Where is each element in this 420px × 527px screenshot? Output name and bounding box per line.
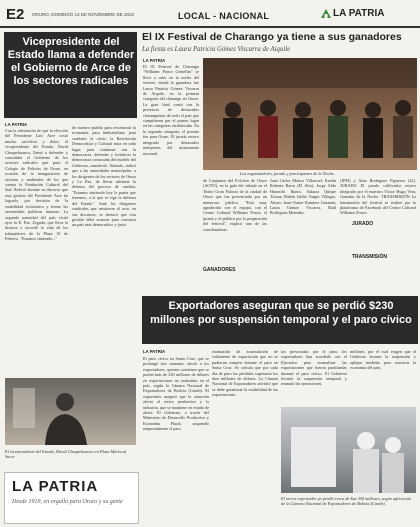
group-photo-icon [203,58,417,170]
exporters-col4: millones, por el cual exigen que el Gobierno levante la suspensión y aplique medidas para reactivar la economía del país. [350,349,416,371]
charango-col3: Juan Carlos Mattos Villarroel, Kaelin Roberta Barra (El Alto), Jorge Aldo Huarachi Ibarra, Salazar Quispe Ticona, Rubén Jaldin Vargas Villegas, Alvaro Juan Osmar Ramírez Guzmán, Laura Gómez Viscarra, Raúl Rodríguez Montaño. [270,178,336,216]
charango-col2: de Conjuntos del Folclore de Oruro (ACFO), en la gala del sábado en el Teatro Gran Palacio de la ciudad de Oruro que fue presenciado por un numeroso público. "Está muy agradecido con el equipo, con el Centro Cultural Williams Ponce, el jurado y el público por la preparación del festival", explicó una de las coordinadoras. [203,178,267,232]
person-silhouette-icon [5,378,136,445]
charango-photo-caption: Los organizadores, jurado y participantes de la Noche. [240,171,335,176]
masthead-logo: LA PATRIA [333,8,385,19]
charango-byline: LA PATRIA [143,58,166,63]
charango-subheadline: La fiesta es Laura Patricia Gómez Viscarra de Aiquile [142,46,291,53]
edition-date: ORURO, DOMINGO 13 DE NOVIEMBRE DE 2022 [32,12,135,17]
exporters-col3: tas provocadas por el paro, los exportadores han acordado con el Ejecutivo para normalizar las exportaciones que fueron paralizadas durante el paro cívico. El Gobierno levantó la suspensión temporal y reanudó las operaciones. [281,349,347,387]
left-photo-caption: El vicepresidente del Estado, David Choquehuanca en Plaza Mariscal Sucre [5,449,127,459]
banner-logo: LA PATRIA [12,478,99,495]
jurado-title: JURADO [352,221,374,227]
exporters-headline: Exportadores aseguran que se perdió $230 millones por suspensión temporal y el paro cívico [150,300,412,326]
left-byline: LA PATRIA [5,122,28,127]
charango-headline: El IX Festival de Charango ya tiene a sus ganadores [142,31,402,43]
ganadores-title: GANADORES [203,267,236,273]
page-number: E2 [6,6,25,23]
left-body-col1: Con la afirmación de que la elección del Presidente Luis Arce costó mucho sacrificio y dolor, el vicepresidente del Estado, David Choquehuanca, llamó a defender y consolidar el Gobierno de los sectores radicales que pasó el Colegio de Policías de Oruro, en ocasión de la inauguración de oficinas y ambientes de los que cuenta la Fundación Cultural del Sud. Refirió durante su discurso que esta gestión del Presidente Arce ha logrado, por decisión de la estabilidad económica y frenar las arremetidas políticas internas. La segunda autoridad del país visitó ayer la E. Paz. Zegada, que lleva la historia y recordó la vida de los trabajadores de la Plaza 10 de Febrero. "Estamos sintiendo..." [5,128,68,242]
left-body-col2: de nuestro pueblo para reconstruir la economía, para industrializar, para combatir la crisis; la Revolución Democrática y Cultural mira en cada lugar, para continuar con la democracia, defender y fortalecer la democracia construida del modelo del Gobierno, manifestó. Además, indicó que a las autoridades municipales, a los dirigentes de los sectores de Oruro y La Paz, de llevar adelante la defensa del proceso de cambio, "Estamos sintiendo hoy la patria que tenemos, a la que se rige la defensa del Estado". Ante los dirigentes sindicales que asistieron al acto, en sus discursos, se destacó que esta gestión debe avanzar para construir un país más democrático y justo. [72,125,136,228]
charango-col1: El IX Festival de Charango "Williams Ponce Centellas" se llevó a cabo en la noche del viernes, donde la ganadora fue Laura Patricia Gómez Viscarra de Aiquile, en la primera categoría del charango en Oruro. La gran final contó con la presencia de destacados charanguistas de todo el país que compitieron por el primer lugar en las categorías establecidas. En la segunda categoría, el premio fue para Oruro. El jurado estuvo integrado por destacados intérpretes del instrumento nacional. [143,64,199,156]
exporters-photo [281,407,416,493]
section-title: LOCAL - NACIONAL [178,11,270,21]
left-photo [5,378,136,445]
exporters-photo-caption: El sector exportador ya perdió cerca de $us 300 millones, según aplicación de la Cámara Nacional de Exportadores de Bolivia (Caneb). [281,496,411,506]
exporters-col1: El paro cívico en Santa Cruz, que se prolongó tres semanas, afectó a los exportadores, quienes sostienen que se perdió más de 230 millones de dólares en exportaciones no realizadas en el país, según la Cámara Nacional de Exportadores de Bolivia (Caneb). El exportador aseguró que la situación afecta al sector productivo y la industria, que se mantiene en estado de alerta. El Gobierno, a través del Ministerio de Desarrollo Productivo y Economía Plural, suspendió temporalmente el paro. [143,356,209,432]
exporters-byline: LA PATRIA [143,349,166,354]
left-headline: Vicepresidente del Estado llama a defender el Gobierno de Arce de los sectores radicales [7,36,135,87]
transmision-title: TRANSMISIÓN [352,254,387,260]
charango-col4: (JPM) y Alan Rodríguez Figueroa (42). JURADO El jurado calificador estuvo integrado por el maestro Víctor Hugo Vera, Ganador de la Noche. TRANSMISIÓN La transmisión del festival se realizó por la plataforma de Facebook del Centro Cultural Williams Ponce. [340,178,416,216]
banner-tagline: Desde 1919, en orgullo para Oruro y su gente [12,499,123,505]
logo-icon [320,8,332,19]
exporters-col2: estimación de acumulación de volúmenes de exportación que no se pudieron cumplir durante el paro en Santa Cruz. Se calcula que por cada día de paro las pérdidas superaron los diez millones de dólares. La Cámara Nacional de Exportadores advirtió que se debe garantizar la estabilidad de las exportaciones. [212,349,278,398]
charango-photo [203,58,417,170]
workers-photo-icon [281,407,416,493]
